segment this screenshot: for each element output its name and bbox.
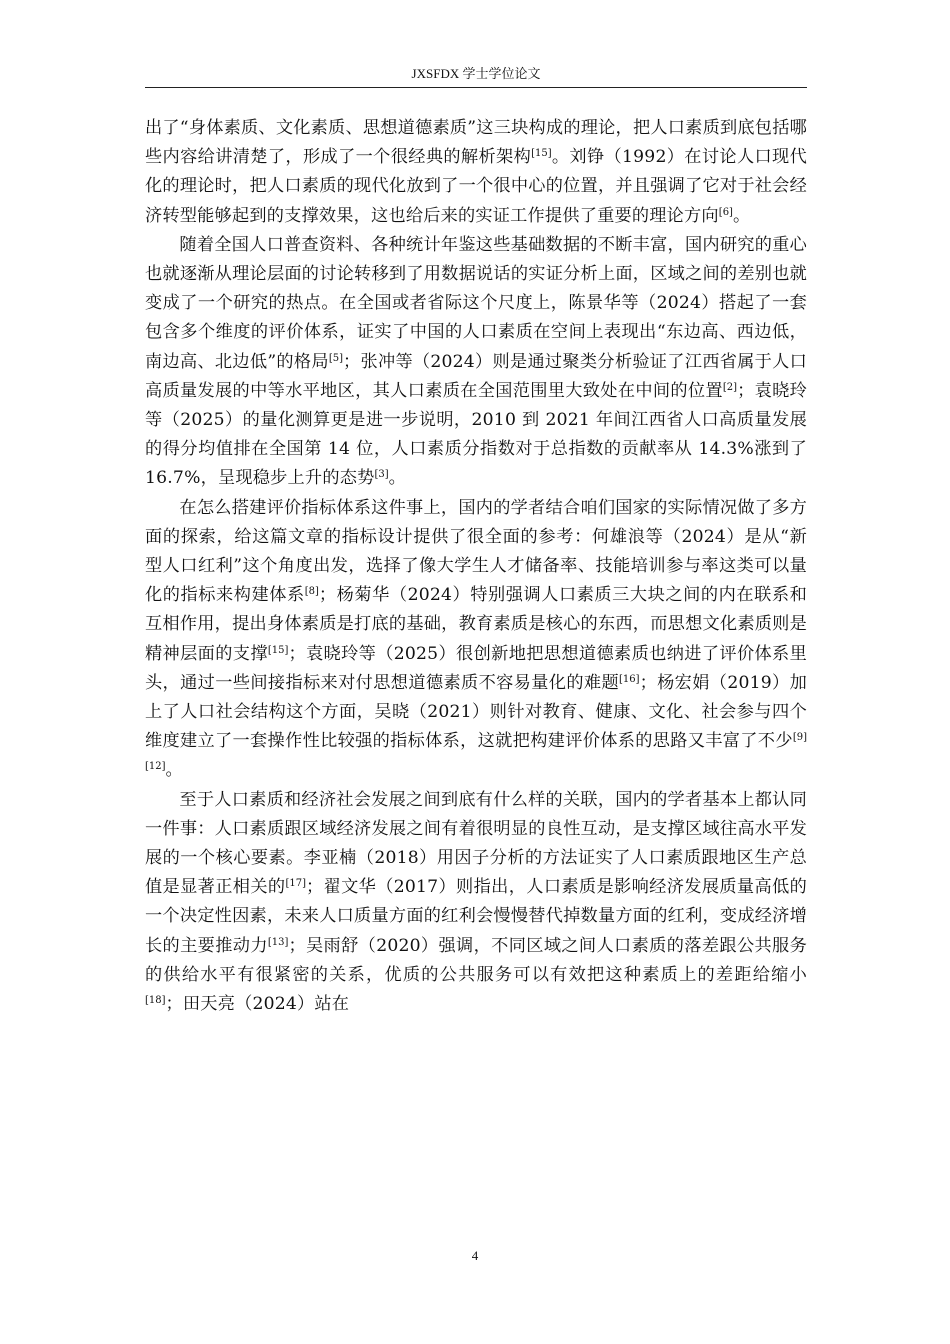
- citation-ref: [5]: [328, 352, 344, 364]
- header-rule: [145, 87, 807, 88]
- citation-ref: [12]: [145, 761, 166, 773]
- text-run: ；袁晓玲等（2025）的量化测算更是进一步说明，2010 到 2021 年间江西省人口高质量发展的得分均值排在全国第 14 位，人口素质分指数对于总指数的贡献率从 14.3%涨到了 16.7%，呈现稳步上升的态势: [145, 380, 807, 489]
- text-run: 。: [732, 205, 751, 226]
- citation-ref: [3]: [374, 469, 389, 481]
- text-run: ；吴雨舒（2020）强调，不同区域之间人口素质的落差跟公共服务的供给水平有很紧密的关系，优质的公共服务可以有效把这种素质上的差距给缩小: [145, 935, 807, 985]
- paragraph: [145, 231, 807, 494]
- text-run: ；杨宏娟（2019）加上了人口社会结构这个方面，吴晓（2021）则针对教育、健康、文化、社会参与四个维度建立了一套操作性比较强的指标体系，这就把构建评价体系的思路又丰富了不少: [145, 672, 807, 752]
- paragraph: [145, 114, 807, 231]
- text-run: 在怎么搭建评价指标体系这件事上，国内的学者结合咱们国家的实际情况做了多方面的探索，给这篇文章的指标设计提供了很全面的参考：何雄浪等（2024）是从“新型人口红利”这个角度出发，选择了像大学生人才储备率、技能培训参与率这类可以量化的指标来构建体系: [145, 497, 807, 606]
- body-text: [145, 114, 807, 1019]
- citation-ref: [13]: [267, 936, 289, 948]
- citation-ref: [15]: [267, 644, 289, 656]
- text-run: ；袁晓玲等（2025）很创新地把思想道德素质也纳进了评价体系里头，通过一些间接指标来对付思想道德素质不容易量化的难题: [145, 643, 807, 693]
- citation-ref: [9]: [792, 732, 807, 744]
- text-run: 出了“身体素质、文化素质、思想道德素质”这三块构成的理论，把人口素质到底包括哪些内容给讲清楚了，形成了一个很经典的解析架构: [145, 118, 807, 168]
- citation-ref: [15]: [531, 148, 552, 160]
- citation-ref: [17]: [285, 878, 306, 890]
- text-run: ；田天亮（2024）站在: [165, 994, 350, 1015]
- text-run: ；张冲等（2024）则是通过聚类分析验证了江西省属于人口高质量发展的中等水平地区，其人口素质在全国范围里大致处在中间的位置: [145, 351, 807, 401]
- citation-ref: [2]: [722, 381, 738, 393]
- text-run: ；翟文华（2017）则指出，人口素质是影响经济发展质量高低的一个决定性因素，未来人口质量方面的红利会慢慢替代掉数量方面的红利，变成经济增长的主要推动力: [145, 877, 807, 956]
- citation-ref: [8]: [304, 586, 319, 598]
- paragraph: [145, 494, 807, 786]
- text-run: 。刘铮（1992）在讨论人口现代化的理论时，把人口素质的现代化放到了一个很中心的位置，并且强调了它对于社会经济转型能够起到的支撑效果，这也给后来的实证工作提供了重要的理论方向: [145, 147, 807, 226]
- text-run: 。: [388, 468, 407, 489]
- citation-ref: [6]: [718, 206, 733, 218]
- paragraph: [145, 786, 807, 1020]
- text-run: 。: [165, 760, 183, 781]
- text-run: 随着全国人口普查资料、各种统计年鉴这些基础数据的不断丰富，国内研究的重心也就逐渐从理论层面的讨论转移到了用数据说话的实证分析上面，区域之间的差别也就变成了一个研究的热点。在全国或者省际这个尺度上，陈景华等（2024）搭起了一套包含多个维度的评价体系，证实了中国的人口素质在空间上表现出“东边高、西边低，南边高、北边低”的格局: [145, 234, 807, 372]
- text-run: 至于人口素质和经济社会发展之间到底有什么样的关联，国内的学者基本上都认同一件事：人口素质跟区域经济发展之间有着很明显的良性互动，是支撑区域往高水平发展的一个核心要素。李亚楠（2018）用因子分析的方法证实了人口素质跟地区生产总值是显著正相关的: [145, 789, 807, 898]
- text-run: ；杨菊华（2024）特别强调人口素质三大块之间的内在联系和互相作用，提出身体素质是打底的基础，教育素质是核心的东西，而思想文化素质则是精神层面的支撑: [145, 585, 807, 664]
- page-number: 4: [471, 1248, 479, 1263]
- citation-ref: [18]: [145, 995, 166, 1007]
- running-header: JXSFDX 学士学位论文: [411, 66, 541, 81]
- citation-ref: [16]: [619, 673, 640, 685]
